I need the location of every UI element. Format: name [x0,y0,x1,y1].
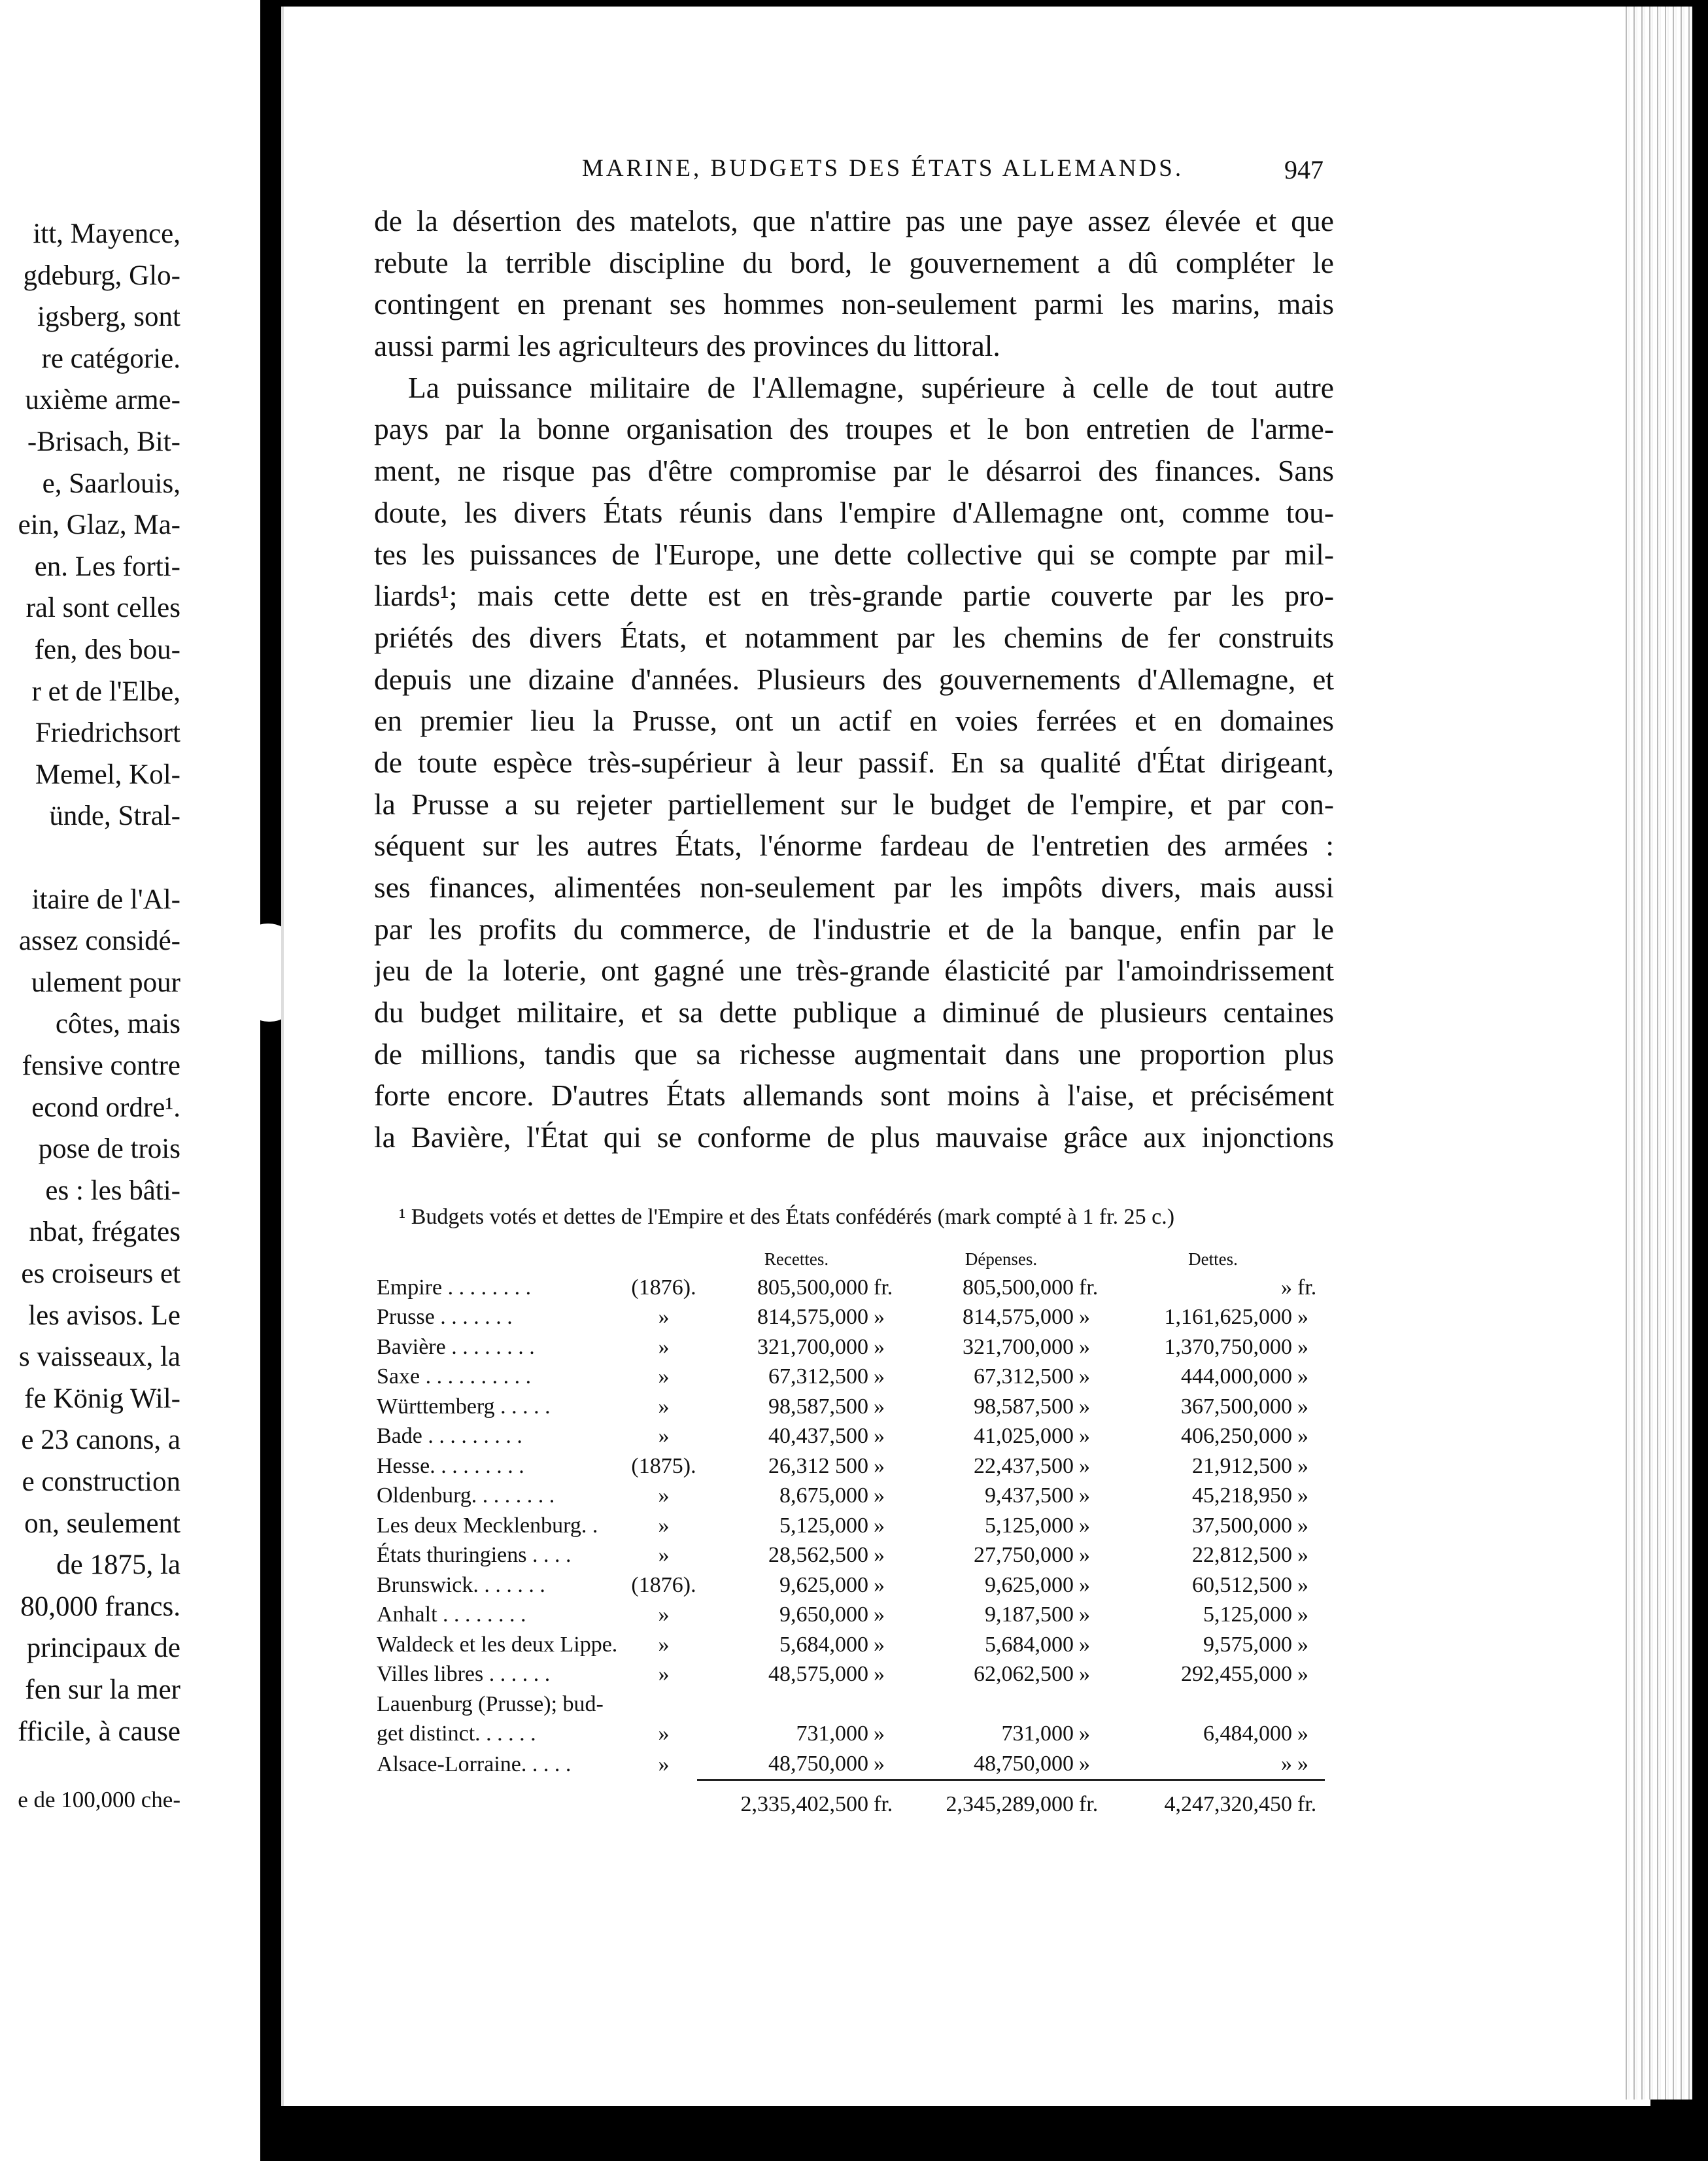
unit: » [1079,1632,1090,1657]
left-page-line: e, Saarlouis, [42,468,180,499]
depenses-value: 9,187,500 [985,1602,1074,1627]
left-page-line: e construction [22,1466,180,1497]
left-page-line: ral sont celles [26,593,180,624]
left-page-line: re catégorie. [41,343,180,374]
footnote: ¹ Budgets votés et dettes de l'Empire et des États confédérés (mark compté à 1 fr. 25 c.) [399,1205,1175,1229]
dettes-value: 22,812,500 [1192,1543,1292,1568]
unit: » [1297,1453,1308,1478]
recettes-value: 28,562,500 [768,1543,868,1568]
left-page-footnote: e de 100,000 che- [18,1787,180,1812]
state-name: Bavière . . . . . . . . [377,1334,535,1359]
left-page-line: ulement pour [31,967,180,998]
state-name: Lauenburg (Prusse); bud- [377,1691,604,1716]
left-page-line: fensive contre [22,1050,180,1081]
unit: » [874,1751,885,1776]
unit: » [1297,1364,1308,1389]
depenses-value: 9,437,500 [985,1483,1074,1508]
left-page-line: principaux de [26,1633,180,1664]
unit: » [874,1602,885,1627]
dettes-value: 60,512,500 [1192,1572,1292,1597]
unit: » [874,1572,885,1597]
recettes-value: 814,575,000 [757,1305,868,1330]
body-line: aussi parmi les agriculteurs des provinces du littoral. [374,329,1000,363]
table-row [377,1392,1325,1422]
dettes-value: 45,218,950 [1192,1483,1292,1508]
state-name: Les deux Mecklenburg. . [377,1513,598,1538]
depenses-value: 5,684,000 [985,1632,1074,1657]
state-name: Brunswick. . . . . . . [377,1572,545,1597]
year-cell: (1875). [631,1453,696,1478]
column-header-recettes: Recettes. [764,1249,829,1269]
dettes-value: 292,455,000 [1181,1662,1292,1687]
left-page-line: fe König Wil- [24,1383,180,1414]
state-name: Hesse. . . . . . . . . [377,1453,524,1478]
state-name: Bade . . . . . . . . . [377,1424,522,1449]
recettes-value: 731,000 [796,1721,868,1746]
unit: fr. [1079,1792,1099,1817]
depenses-value: 41,025,000 [974,1424,1074,1449]
table-header-row [377,1245,1325,1273]
depenses-value: 321,700,000 [963,1334,1074,1359]
recettes-value: 67,312,500 [768,1364,868,1389]
unit: » [1079,1305,1090,1330]
state-name: États thuringiens . . . . [377,1543,572,1568]
unit: » [874,1453,885,1478]
dettes-value: 444,000,000 [1181,1364,1292,1389]
body-line: priétés des divers États, et notamment par les chemins de fer construits [374,620,1334,654]
table-row [377,1303,1325,1333]
total-dettes: 4,247,320,450 [1164,1792,1292,1817]
left-page-line: s vaisseaux, la [18,1341,180,1373]
unit: » [1297,1572,1308,1597]
state-name: Saxe . . . . . . . . . . [377,1364,532,1389]
depenses-value: 48,750,000 [974,1751,1074,1776]
body-line: rebute la terrible discipline du bord, le gouvernement a dû compléter le [374,245,1334,279]
year-cell: (1876). [631,1275,696,1300]
unit: » [1297,1483,1308,1508]
body-line: la Prusse a su rejeter partiellement sur le budget de l'empire, et par con- [374,787,1334,821]
state-name: Alsace-Lorraine. . . . . [377,1752,572,1776]
body-line: séquent sur les autres États, l'énorme fardeau de l'entretien des armées : [374,829,1334,863]
table-row [377,1332,1325,1362]
year-cell: » [658,1483,670,1508]
table-row [377,1422,1325,1452]
unit: » [874,1513,885,1538]
unit: » [1079,1424,1090,1449]
left-page-line: fen, des bou- [34,634,180,665]
year-cell: » [658,1752,670,1776]
dettes-value: 21,912,500 [1192,1453,1292,1478]
left-page-line: econd ordre¹. [31,1092,180,1123]
unit: » [1079,1394,1090,1419]
year-cell: » [658,1424,670,1449]
body-line: de la désertion des matelots, que n'attire pas une paye assez élevée et que [374,204,1334,237]
left-page-line: itt, Mayence, [33,218,180,249]
table-row [377,1273,1325,1303]
body-line: liards¹; mais cette dette est en très-grande partie couverte par les pro- [374,579,1334,613]
year-cell: » [658,1602,670,1627]
table-row [377,1600,1325,1631]
left-page [0,0,260,2161]
table-total-row [377,1780,1325,1820]
depenses-value: 98,587,500 [974,1394,1074,1419]
year-cell: » [658,1632,670,1657]
recettes-value: 48,575,000 [768,1662,868,1687]
left-page-line: es : les bâti- [45,1175,180,1206]
unit: » [1297,1632,1308,1657]
left-page-line: assez considé- [18,925,180,957]
unit: » [874,1543,885,1568]
budget-table [377,1245,1325,1820]
dettes-value: 367,500,000 [1181,1394,1292,1419]
body-line: La puissance militaire de l'Allemagne, supérieure à celle de tout autre [408,370,1334,404]
left-page-line: nbat, frégates [29,1217,180,1248]
unit: » [874,1721,885,1746]
unit: » [1079,1662,1090,1687]
table-row [377,1451,1325,1481]
table-row [377,1481,1325,1512]
year-cell: » [658,1662,670,1687]
dettes-value: 37,500,000 [1192,1513,1292,1538]
recettes-value: 26,312 500 [768,1453,868,1478]
unit: fr. [874,1275,893,1300]
unit: » [1297,1305,1308,1330]
left-page-line: itaire de l'Al- [31,884,180,915]
dettes-value: 406,250,000 [1181,1424,1292,1449]
year-cell: » [658,1334,670,1359]
left-page-line: de 1875, la [56,1549,180,1581]
left-page-line: côtes, mais [55,1009,180,1040]
left-page-line: e 23 canons, a [21,1425,180,1456]
table-row [377,1570,1325,1600]
unit: » [1079,1543,1090,1568]
year-cell: » [658,1543,670,1568]
left-page-line: les avisos. Le [28,1300,180,1331]
left-page-line: -Brisach, Bit- [27,426,180,457]
depenses-value: 22,437,500 [974,1453,1074,1478]
depenses-value: 9,625,000 [985,1572,1074,1597]
unit: » [1079,1334,1090,1359]
column-header-depenses: Dépenses. [965,1249,1038,1269]
recettes-value: 321,700,000 [757,1334,868,1359]
state-name: Prusse . . . . . . . [377,1305,513,1330]
unit: » [874,1662,885,1687]
unit: » [1297,1513,1308,1538]
body-line: doute, les divers États réunis dans l'empire d'Allemagne ont, comme tou- [374,495,1334,529]
book-spine-gutter [260,0,281,2161]
left-page-line: ein, Glaz, Ma- [18,510,180,541]
depenses-value: 805,500,000 [963,1275,1074,1300]
body-line: jeu de la loterie, ont gagné une très-grande élasticité par l'amoindrissement [374,954,1334,988]
unit: » [874,1424,885,1449]
left-page-line: 80,000 francs. [20,1591,180,1622]
unit: » [1297,1602,1308,1627]
unit: » [874,1483,885,1508]
recettes-value: 5,684,000 [779,1632,868,1657]
left-page-line: ünde, Stral- [49,801,180,832]
running-title: MARINE, BUDGETS DES ÉTATS ALLEMANDS. [582,155,1184,182]
body-line: par les profits du commerce, de l'industrie et de la banque, enfin par le [374,912,1334,946]
unit: » [1297,1751,1308,1776]
unit: fr. [874,1792,893,1817]
unit: » [1079,1364,1090,1389]
dettes-value: 9,575,000 [1203,1632,1292,1657]
body-line: ses finances, alimentées non-seulement par les impôts divers, mais aussi [374,871,1334,904]
recettes-value: 9,625,000 [779,1572,868,1597]
recettes-value: 98,587,500 [768,1394,868,1419]
left-page-line: Friedrichsort [35,717,180,749]
depenses-value: 731,000 [1001,1721,1074,1746]
year-cell: » [658,1513,670,1538]
unit: » [1297,1721,1308,1746]
table-row-lauenburg-cont [377,1720,1325,1750]
unit: » [874,1632,885,1657]
table-row [377,1362,1325,1392]
depenses-value: 62,062,500 [974,1662,1074,1687]
unit: fr. [1079,1275,1099,1300]
table-row [377,1630,1325,1660]
body-line: forte encore. D'autres États allemands sont moins à l'aise, et précisément [374,1079,1334,1113]
dettes-value: 6,484,000 [1203,1721,1292,1746]
unit: » [1297,1543,1308,1568]
dettes-value: 1,370,750,000 [1164,1334,1292,1359]
dettes-value: » [1281,1275,1292,1300]
body-line: tes les puissances de l'Europe, une dette collective qui se compte par mil- [374,537,1334,571]
unit: » [1079,1721,1090,1746]
recettes-value: 8,675,000 [779,1483,868,1508]
unit: » [1079,1513,1090,1538]
unit: » [1079,1602,1090,1627]
left-page-line: Memel, Kol- [35,759,180,790]
state-name: Anhalt . . . . . . . . [377,1602,526,1627]
left-page-line: fen sur la mer [25,1674,180,1705]
page-header [0,154,1708,188]
page-number: 947 [1284,155,1324,184]
state-name: Württemberg . . . . . [377,1394,551,1419]
year-cell: (1876). [631,1572,696,1597]
table-row [377,1541,1325,1571]
left-page-line: fficile, à cause [18,1716,180,1747]
state-name: Villes libres . . . . . . [377,1662,551,1687]
year-cell: » [658,1721,670,1746]
unit: » [1079,1572,1090,1597]
body-line: contingent en prenant ses hommes non-seulement parmi les marins, mais [374,287,1334,321]
depenses-value: 67,312,500 [974,1364,1074,1389]
dettes-value: » [1281,1751,1292,1776]
left-page-line: uxième arme- [25,385,180,416]
total-depenses: 2,345,289,000 [946,1792,1074,1817]
column-header-dettes: Dettes. [1188,1249,1238,1269]
unit: » [1297,1334,1308,1359]
state-name: Oldenburg. . . . . . . . [377,1483,555,1508]
recettes-value: 805,500,000 [757,1275,868,1300]
unit: » [1079,1751,1090,1776]
body-line: de millions, tandis que sa richesse augmentait dans une proportion plus [374,1037,1334,1071]
unit: » [874,1334,885,1359]
left-page-line: on, seulement [24,1508,180,1539]
unit: fr. [1297,1275,1317,1300]
table-row-alsace [377,1749,1325,1780]
dettes-value: 1,161,625,000 [1164,1305,1292,1330]
unit: » [1297,1424,1308,1449]
year-cell: » [658,1364,670,1389]
body-line: en premier lieu la Prusse, ont un actif en voies ferrées et en domaines [374,704,1334,738]
unit: » [1297,1662,1308,1687]
page-edges [1622,7,1692,2100]
recettes-value: 5,125,000 [779,1513,868,1538]
body-text [374,200,1334,1158]
unit: » [874,1305,885,1330]
body-line: pays par la bonne organisation des troupes et le bon entretien de l'arme- [374,412,1334,446]
dettes-value: 5,125,000 [1203,1602,1292,1627]
year-cell: » [658,1305,670,1330]
recettes-value: 48,750,000 [768,1751,868,1776]
unit: » [874,1394,885,1419]
table-row [377,1660,1325,1690]
recettes-value: 9,650,000 [779,1602,868,1627]
year-cell: » [658,1394,670,1419]
left-page-line: en. Les forti- [34,551,180,582]
left-page-line: gdeburg, Glo- [23,260,180,291]
body-line: ment, ne risque pas d'être compromise par le désarroi des finances. Sans [374,454,1334,488]
unit: » [1079,1453,1090,1478]
unit: fr. [1297,1792,1317,1817]
body-line: depuis une dizaine d'années. Plusieurs des gouvernements d'Allemagne, et [374,662,1334,696]
body-line: du budget militaire, et sa dette publique a diminué de plusieurs centaines [374,995,1334,1029]
state-name: Empire . . . . . . . . [377,1275,532,1300]
unit: » [1297,1394,1308,1419]
table-row [377,1511,1325,1541]
left-page-line: es croiseurs et [21,1258,180,1289]
total-recettes: 2,335,402,500 [740,1792,868,1817]
body-line: la Bavière, l'État qui se conforme de plus mauvaise grâce aux injonctions [374,1120,1334,1154]
depenses-value: 5,125,000 [985,1513,1074,1538]
state-name: get distinct. . . . . . [377,1721,536,1746]
recettes-value: 40,437,500 [768,1424,868,1449]
left-page-line: pose de trois [38,1133,180,1165]
table-row-lauenburg [377,1689,1325,1720]
body-line: de toute espèce très-supérieur à leur passif. En sa qualité d'État dirigeant, [374,745,1334,779]
unit: » [874,1364,885,1389]
depenses-value: 814,575,000 [963,1305,1074,1330]
state-name: Waldeck et les deux Lippe. [377,1632,618,1657]
unit: » [1079,1483,1090,1508]
left-page-line: r et de l'Elbe, [31,676,180,707]
depenses-value: 27,750,000 [974,1543,1074,1568]
left-page-line: igsberg, sont [37,302,180,333]
